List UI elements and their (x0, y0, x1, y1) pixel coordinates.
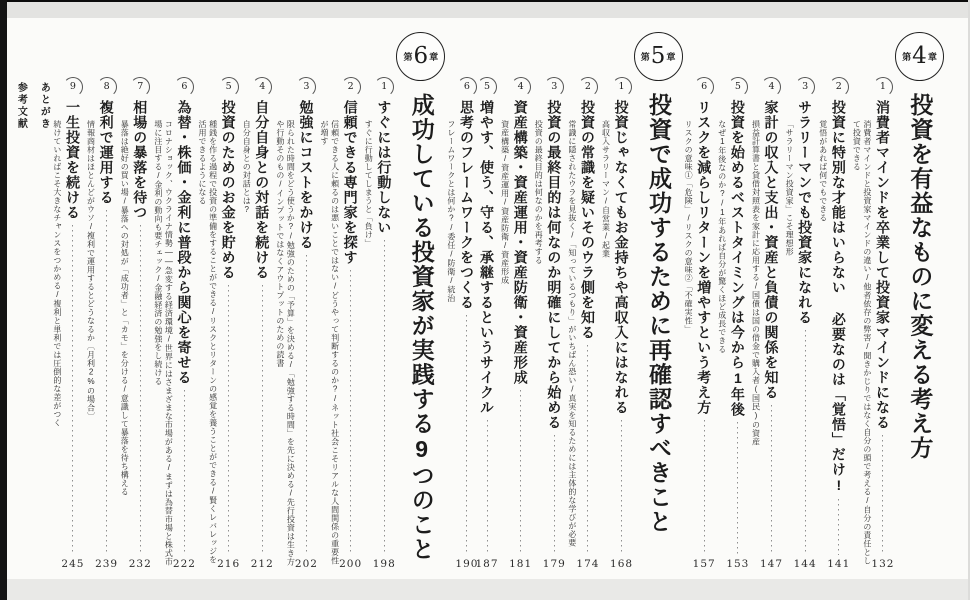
toc-item-main (217, 30, 241, 571)
chapter-badge-suffix: 章 (429, 52, 439, 62)
toc-item-main (339, 30, 363, 571)
toc-item-main (610, 30, 634, 571)
toc-item-title: すぐには行動しない (376, 100, 393, 235)
toc-item-title: 投資じゃなくてもお金持ちや高収入にはなれる (613, 100, 630, 415)
toc-item-title: 信頼できる専門家を探す (342, 100, 359, 265)
dotted-leader (519, 390, 522, 555)
toc-item-number: 3 (299, 80, 313, 94)
toc-item-title: 思考のフレームワークをつくる (458, 100, 475, 310)
toc-item-subtitle: 投資の最終目的は何なのかを再考する (534, 120, 544, 265)
toc-item-subtitle: なぜ1年後なのか?/1年あれば自分が驚くほど成長できる (717, 120, 727, 354)
toc-item-title: 一生投資を続ける (65, 100, 81, 220)
page-number: 153 (726, 558, 750, 570)
toc-item (784, 30, 817, 571)
toc-item (566, 30, 600, 571)
toc-item-subtitle: 覚悟があれば何でもできる (818, 120, 828, 222)
toc-item (85, 30, 119, 571)
dotted-leader (837, 499, 840, 555)
chapter-number-badge (895, 32, 944, 81)
chapter-badge-number: 4 (912, 43, 927, 69)
toc-item-number: 7 (133, 80, 147, 94)
scan-band-top (0, 2, 970, 18)
toc-item (716, 30, 750, 571)
toc-item-main (871, 30, 895, 571)
toc-item (475, 30, 499, 571)
toc-item-number: 8 (100, 80, 114, 94)
toc-item-number: 6 (460, 80, 474, 94)
toc-item-main (509, 30, 533, 571)
toc-item-main (726, 30, 750, 571)
chapter-badge-prefix: 第 (403, 52, 413, 62)
toc-item-title: サラリーマンでも投資家になれる (797, 100, 814, 325)
toc-item-subtitle: 常識に隠されたウラを見抜く/「知っているつもり」がいちばん恐い/真実を知るためには主体的な学びが必要 (567, 120, 577, 547)
toc-item-main (576, 30, 600, 571)
toc-item (363, 30, 396, 571)
dotted-leader (261, 285, 264, 555)
chapter-title: 投資を有益なものに変える考え方 (907, 93, 934, 461)
toc-item-main (542, 30, 566, 571)
end-matter (13, 30, 51, 571)
toc-item-number: 3 (798, 80, 812, 94)
toc-item-title: 資産構築・資産運用・資産防衛・資産形成 (512, 100, 529, 385)
toc-item-number: 6 (697, 80, 711, 94)
toc-item-title: 家計の収入と支出・資産と負債の関係を知る (763, 100, 780, 400)
toc-item-title: 相場の暴落を待つ (132, 100, 149, 220)
chapter-badge-suffix: 章 (666, 52, 676, 62)
dotted-leader (465, 315, 468, 555)
toc-item-main (793, 30, 817, 571)
toc-item-title: リスクを減らしリターンを増やすという考え方 (696, 100, 713, 415)
chapter-number-badge (634, 32, 683, 81)
dotted-leader (183, 390, 186, 555)
toc-item-subtitle: 限られた時間をどう使うか?/勉強のための「予算」を決める/「勉強する時間」を先に決める/先行投資は生き方や行動そのもの/インプットではなくアウトプットのための読書 (275, 120, 296, 566)
toc-item-number: 4 (255, 80, 269, 94)
chapter-head (895, 30, 944, 571)
dotted-leader (881, 435, 884, 555)
toc-item-main (294, 30, 318, 571)
scan-band-bottom (0, 579, 970, 600)
toc-item-subtitle: 種銭を作る過程で投資の準備をすることができる/リスクとリターンの感覚を養うことができる/賢くレバレッジを活用できるようになる (198, 120, 218, 564)
toc-item-number: 2 (581, 80, 595, 94)
toc-item (241, 30, 274, 571)
page-number: 187 (475, 558, 499, 570)
toc-item-subtitle: すぐに行動してしまうと「負け」 (364, 120, 374, 248)
chapter-badge-suffix: 章 (927, 52, 937, 62)
chapter-badge-number: 6 (413, 43, 429, 69)
toc-item-number: 1 (615, 80, 629, 94)
toc-item-main (95, 30, 119, 571)
toc-item-title: 投資に特別な才能はいらない 必要なのは「覚悟」だけ! (830, 100, 847, 494)
page-number: 168 (610, 558, 634, 570)
toc-item-title: 勉強にコストをかける (298, 100, 315, 250)
toc-item-title: 消費者マインドを卒業して投資家マインドになる (875, 100, 891, 430)
page-number: 157 (692, 558, 716, 570)
dotted-leader (770, 405, 773, 555)
toc-item-title: 複利で運用する (98, 100, 115, 205)
dotted-leader (586, 345, 589, 555)
toc-item-number: 9 (66, 80, 80, 94)
toc-item-number: 5 (480, 80, 494, 94)
toc-item-main (827, 30, 851, 571)
dotted-leader (305, 255, 308, 555)
toc-item-main (128, 30, 152, 571)
toc-item-main (759, 30, 784, 571)
page-number: 216 (217, 558, 241, 570)
page-number: 222 (172, 558, 196, 570)
toc-item-main (455, 30, 479, 571)
dotted-leader (227, 285, 230, 555)
chapter-badge-prefix: 第 (902, 52, 912, 62)
toc-item (445, 30, 479, 571)
toc-item-main (172, 30, 196, 571)
page-number: 179 (542, 558, 566, 570)
dotted-leader (71, 225, 74, 555)
toc-item (683, 30, 716, 571)
toc-item-subtitle: 暴落は絶好の買い場/暴落への対処が「成功者」と「カモ」を分ける/意識して暴落を待ち構える (120, 120, 130, 496)
dotted-leader (105, 210, 108, 555)
chapter-head (634, 30, 683, 571)
toc-item-subtitle: 「サラリーマン投資家」こそ理想形 (785, 120, 795, 256)
toc-item (533, 30, 566, 571)
toc-item-subtitle: フレームワークとは何か?/委任/防衛/統治 (446, 120, 456, 303)
page-number: 202 (294, 558, 318, 570)
dotted-leader (553, 435, 556, 555)
chapter-6 (51, 30, 445, 571)
dotted-leader (383, 240, 386, 555)
toc-item-number: 1 (377, 80, 391, 94)
toc-item-title: 投資の最終目的は何なのか明確にしてから始める (546, 100, 563, 430)
toc-item-subtitle: 自分自身との対話とは? (242, 120, 252, 215)
page-number: 190 (455, 558, 479, 570)
toc-item-subtitle: 情報商材はほとんどがウソ/複利で運用するとどうなるか〔月利2%の場合〕 (86, 120, 96, 421)
page-number: 132 (871, 558, 895, 570)
page-number: 174 (576, 558, 600, 570)
toc-item-number: 5 (222, 80, 236, 94)
toc-item-number: 2 (344, 80, 358, 94)
toc-item-main (372, 30, 396, 571)
toc-item-title: 為替・株価・金利に普段から関心を寄せる (176, 100, 193, 385)
page-number: 144 (793, 558, 817, 570)
toc-item-title: 投資のためのお金を貯める (220, 100, 237, 280)
toc-item-subtitle: コロナショック、ウクライナ情勢――急変する経済環境/世界にはさまざまな市場がある/まずは為替市場と株式市場に注目する/金利の動向も要チェック/金融経済の勉強をし続ける (153, 120, 174, 566)
chapter-title: 成功している投資家が実践する9つのこと (408, 93, 435, 562)
toc-item-subtitle: 信頼できる人に頼るのは悪いことではない/どうやって判断するのか?/ネット社会こそリアルな人間関係の重要性が増す (320, 120, 340, 565)
page-number: 141 (827, 558, 851, 570)
toc-item-number: 2 (832, 80, 846, 94)
page-number: 181 (509, 558, 533, 570)
toc-item-main (61, 30, 85, 571)
toc-item-subtitle: リスクの意味①「危険」/リスクの意味②「不確実性」 (684, 120, 694, 334)
toc-item-number: 4 (514, 80, 528, 94)
toc-content (8, 18, 964, 579)
page-number: 198 (372, 558, 396, 570)
end-matter-item: 参考文献 (15, 82, 27, 130)
toc-item-subtitle: 損益計算書と貸借対照表を家計に応用する/国債は国の借金で購入者(国民)の資産 (751, 120, 761, 446)
page-number: 232 (128, 558, 152, 570)
page-number: 245 (61, 558, 85, 570)
toc-item-number: 1 (876, 80, 890, 94)
toc-item (196, 30, 241, 571)
chapter-head (396, 30, 445, 571)
dotted-leader (703, 420, 706, 555)
dotted-leader (804, 330, 807, 555)
toc-item-number: 5 (731, 80, 745, 94)
chapter-title: 投資で成功するために再確認すべきこと (645, 93, 672, 534)
toc-item-title: 投資の常識を疑いそのウラ側を知る (579, 100, 596, 340)
toc-item-subtitle: 続けていればこそ大きなチャンスをつかめる/複利と単利では圧倒的な差がつく (52, 120, 62, 427)
toc-item (274, 30, 318, 571)
toc-item-number: 3 (547, 80, 561, 94)
chapter-badge-prefix: 第 (640, 52, 650, 62)
toc-item-main (692, 30, 716, 571)
dotted-leader (736, 422, 739, 555)
toc-item (817, 30, 851, 571)
toc-item (851, 30, 895, 571)
toc-item (750, 30, 784, 571)
toc-item-subtitle: 消費者マインドと投資家マインドの違い/他者依存の弊害/聞きかじりではなく自分の頭で考える/自分の責任として投資できる (852, 120, 872, 565)
dotted-leader (349, 270, 352, 555)
toc-item (600, 30, 634, 571)
toc-item (318, 30, 363, 571)
page-number: 212 (250, 558, 274, 570)
toc-item (152, 30, 196, 571)
toc-item-main (475, 30, 499, 571)
toc-item-number: 4 (764, 80, 778, 94)
dotted-leader (139, 225, 142, 555)
dotted-leader (486, 420, 489, 555)
scan-edge-left (0, 0, 7, 600)
toc-item-main (250, 30, 274, 571)
chapter-badge-number: 5 (650, 43, 666, 69)
toc-item-title: 自分自身との対話を続ける (254, 100, 271, 280)
end-matter-item: あとがき (38, 82, 50, 130)
page-number: 239 (95, 558, 119, 570)
page-number: 147 (759, 558, 784, 570)
toc-item-title: 投資を始めるベストタイミングは今から1年後 (729, 100, 746, 417)
toc-item (119, 30, 152, 571)
chapter-4 (683, 30, 944, 571)
toc-item-subtitle: 高収入サラリーマン/自営業/起業 (601, 120, 611, 258)
toc-item-title: 増やす、使う、守る、承継するというサイクル (479, 100, 496, 415)
chapter-number-badge (396, 32, 445, 81)
page-number: 200 (339, 558, 363, 570)
toc-item-subtitle: 資産構築/資産運用/資産防衛/資産形成 (500, 120, 510, 285)
toc-item-number: 6 (177, 80, 191, 94)
chapter-5 (445, 30, 682, 571)
dotted-leader (620, 420, 623, 555)
toc-item (499, 30, 533, 571)
toc-item (51, 30, 85, 571)
